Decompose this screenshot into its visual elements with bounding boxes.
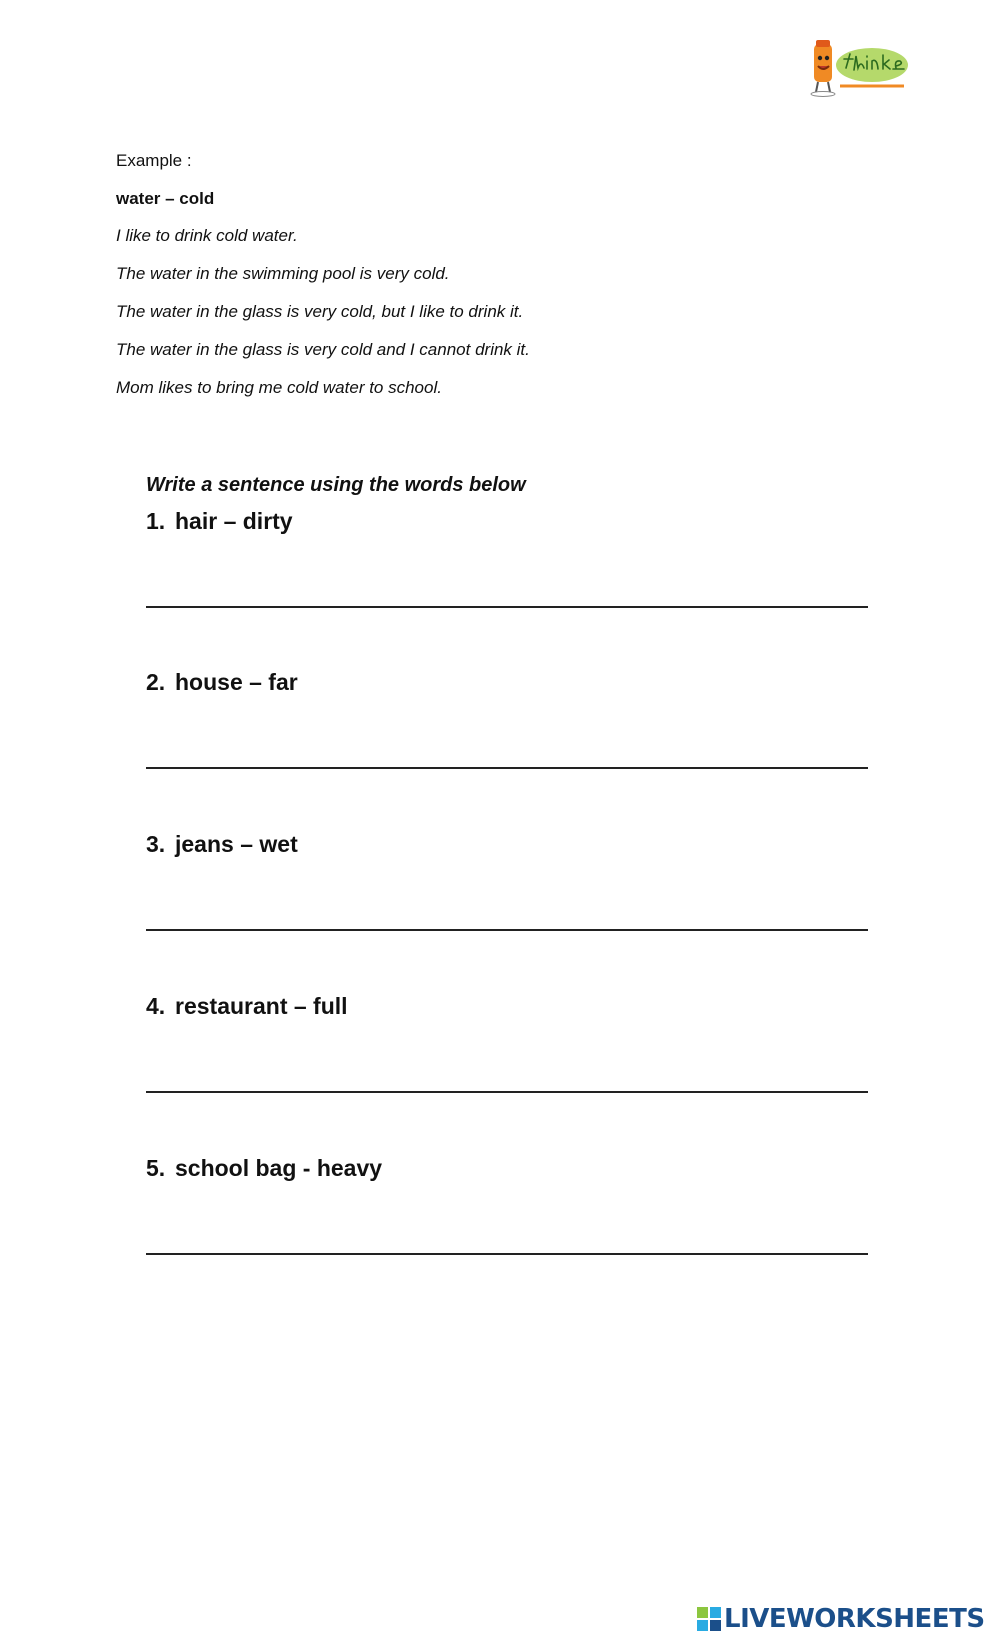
example-section xyxy=(116,150,816,415)
question-words: school bag - heavy xyxy=(175,1155,383,1181)
question-2 xyxy=(146,667,298,697)
question-number: 2. xyxy=(146,669,166,695)
example-sentence-4: The water in the glass is very cold and I cannot drink it. xyxy=(116,340,530,359)
example-sentence-3: The water in the glass is very cold, but I like to drink it. xyxy=(116,302,524,321)
think-e-logo xyxy=(806,38,916,100)
answer-line-4[interactable] xyxy=(146,1091,868,1093)
question-number: 4. xyxy=(146,993,166,1019)
brand-name: LIVEWORKSHEETS xyxy=(724,1604,985,1634)
question-5 xyxy=(146,1153,382,1183)
example-sentence-5: Mom likes to bring me cold water to school. xyxy=(116,378,442,397)
example-word-pair: water – cold xyxy=(116,189,215,208)
question-words: restaurant – full xyxy=(175,993,348,1019)
question-4 xyxy=(146,991,348,1021)
example-label: Example : xyxy=(116,151,192,170)
instruction-heading: Write a sentence using the words below xyxy=(146,474,526,496)
liveworksheets-brand xyxy=(697,1604,985,1634)
question-words: jeans – wet xyxy=(175,831,298,857)
question-1 xyxy=(146,506,293,536)
answer-line-3[interactable] xyxy=(146,929,868,931)
question-words: house – far xyxy=(175,669,298,695)
example-sentence-2: The water in the swimming pool is very cold. xyxy=(116,264,450,283)
answer-line-5[interactable] xyxy=(146,1253,868,1255)
question-3 xyxy=(146,829,298,859)
question-words: hair – dirty xyxy=(175,508,293,534)
example-sentence-1: I like to drink cold water. xyxy=(116,226,298,245)
question-number: 5. xyxy=(146,1155,166,1181)
answer-line-1[interactable] xyxy=(146,606,868,608)
liveworksheets-icon xyxy=(697,1607,721,1631)
question-number: 1. xyxy=(146,508,166,534)
question-number: 3. xyxy=(146,831,166,857)
answer-line-2[interactable] xyxy=(146,767,868,769)
logo-image xyxy=(806,38,916,100)
